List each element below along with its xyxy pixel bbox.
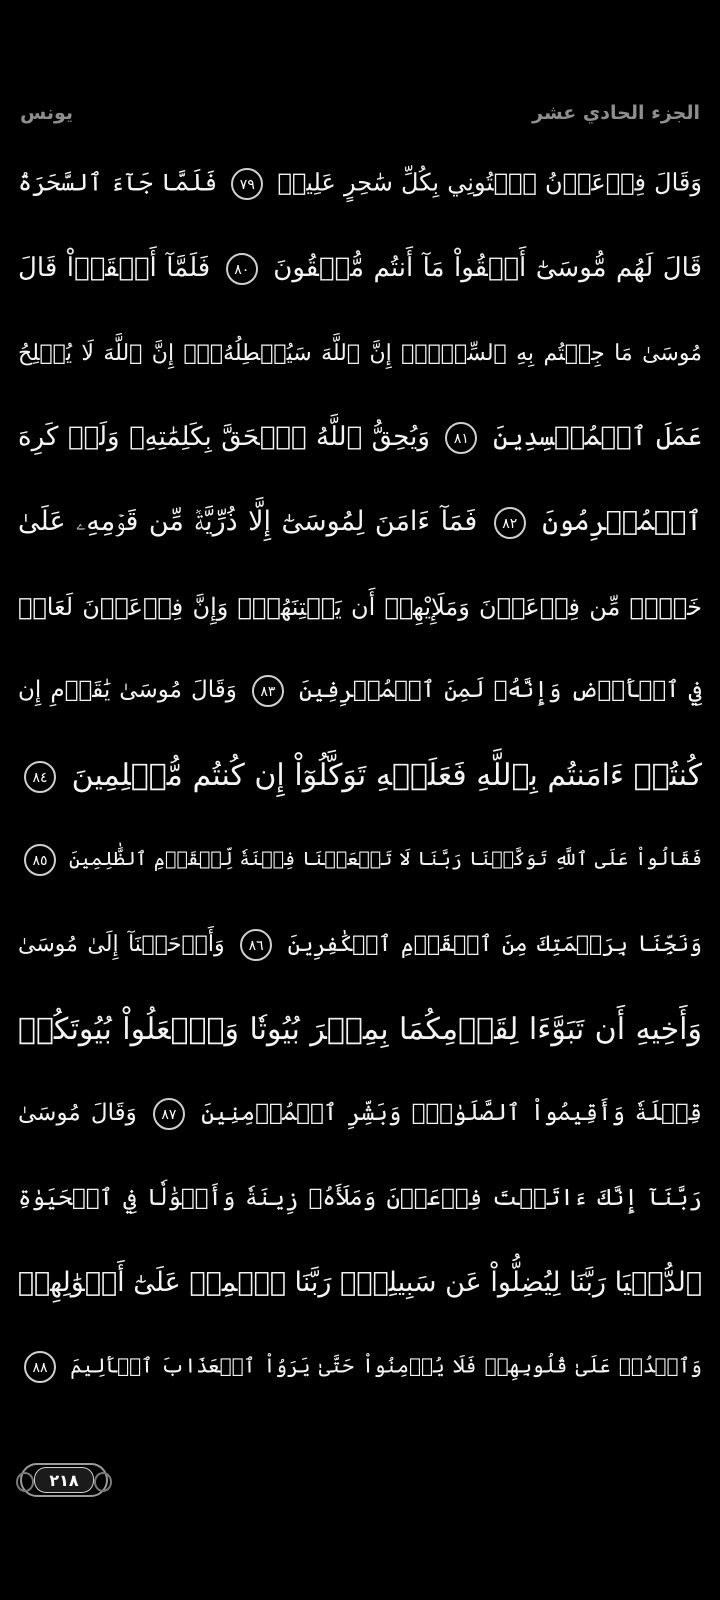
verse-segment: ٱلۡمُجۡرِمُونَ <box>542 506 702 537</box>
verse-segment: وَنَجِّنَا بِرَحۡمَتِكَ مِنَ ٱلۡقَوۡمِ ٱلۡكَٰفِرِينَ <box>287 931 702 957</box>
text-line <box>18 1156 702 1241</box>
text-line <box>18 987 702 1072</box>
verse-segment: فَمَآ ءَامَنَ لِمُوسَىٰٓ إِلَّا ذُرِّيَّةٞ مِّن قَوۡمِهِۦ عَلَىٰ <box>18 506 478 537</box>
text-line <box>18 903 702 988</box>
ayah-number-marker: ٧٩ <box>231 168 263 200</box>
verse-segment: وَأَخِيهِ أَن تَبَوَّءَا لِقَوۡمِكُمَا بِمِصۡرَ بُيُوتٗا وَٱجۡعَلُواْ بُيُوتَكُمۡ <box>18 1011 702 1047</box>
verse-segment: كُنتُمۡ ءَامَنتُم بِٱللَّهِ فَعَلَيۡهِ تَوَكَّلُوٓاْ إِن كُنتُم مُّسۡلِمِينَ <box>71 758 702 794</box>
verse-segment: فَقَالُواْ عَلَى ٱللَّهِ تَوَكَّلۡنَا رَبَّنَا لَا تَجۡعَلۡنَا فِتۡنَةٗ لِّلۡقَوۡمِ ٱلظَّٰلِمِينَ <box>69 848 702 871</box>
verse-segment: قِبۡلَةٗ وَأَقِيمُواْ ٱلصَّلَوٰةَۗ وَبَشِّرِ ٱلۡمُؤۡمِنِينَ <box>201 1099 702 1126</box>
ayah-number-marker: ٨١ <box>445 422 477 454</box>
page-number-ornament <box>20 1463 108 1497</box>
page-header <box>20 96 700 130</box>
verse-text <box>18 341 702 366</box>
verse-text <box>18 1351 702 1383</box>
verse-text <box>18 844 702 876</box>
text-line <box>18 480 702 565</box>
verse-text <box>18 593 702 621</box>
ayah-number-marker: ٨٨ <box>24 1351 56 1383</box>
ayah-number-marker: ٨٢ <box>494 507 526 539</box>
verse-segment: عَمَلَ ٱلۡمُفۡسِدِينَ <box>492 421 702 452</box>
verse-segment: وَيُحِقُّ ٱللَّهُ ٱلۡحَقَّ بِكَلِمَٰتِهِۦ وَلَوۡ كَرِهَ <box>18 421 430 452</box>
verse-text <box>18 1012 702 1047</box>
verse-segment: خَوۡفٖ مِّن فِرۡعَوۡنَ وَمَلَإِيْهِمۡ أَن يَفۡتِنَهُمۡۚ وَإِنَّ فِرۡعَوۡنَ لَعَالٖ <box>18 592 702 621</box>
ayah-number-marker: ٨٠ <box>226 253 258 285</box>
verse-segment: وَقَالَ مُوسَىٰ <box>18 1099 137 1126</box>
text-line <box>18 1072 702 1157</box>
text-line <box>18 734 702 819</box>
surah-name: يونس <box>20 102 74 124</box>
text-line <box>18 227 702 312</box>
verse-segment: وَقَالَ فِرۡعَوۡنُ ٱئۡتُونِي بِكُلِّ سَٰحِرٍ عَلِيمٖ <box>277 168 702 197</box>
text-line <box>18 311 702 396</box>
text-line <box>18 649 702 734</box>
verse-text <box>18 758 702 793</box>
verse-text <box>18 168 702 200</box>
verse-segment: قَالَ لَهُم مُّوسَىٰٓ أَلۡقُواْ مَآ أَنتُم مُّلۡقُونَ <box>273 252 702 283</box>
quran-text <box>18 142 702 1410</box>
ayah-number-marker: ٨٦ <box>240 929 272 961</box>
verse-segment: وَٱشۡدُدۡ عَلَىٰ قُلُوبِهِمۡ فَلَا يُؤۡمِنُواْ حَتَّىٰ يَرَوُاْ ٱلۡعَذَابَ ٱلۡأَلِيمَ <box>70 1353 702 1378</box>
text-line <box>18 565 702 650</box>
text-line <box>18 1325 702 1410</box>
verse-segment: فَلَمَّآ أَلۡقَوۡاْ قَالَ <box>18 252 211 283</box>
verse-segment: ٱلدُّنۡيَا رَبَّنَا لِيُضِلُّواْ عَن سَبِيلِكَۖ رَبَّنَا ٱطۡمِسۡ عَلَىٰٓ أَمۡوَٰلِهِمۡ <box>18 1267 702 1299</box>
page-number: ٢١٨ <box>34 1467 94 1493</box>
verse-text <box>18 253 702 285</box>
verse-text <box>18 422 702 454</box>
text-line <box>18 142 702 227</box>
text-line <box>18 396 702 481</box>
verse-segment: رَبَّنَآ إِنَّكَ ءَاتَيۡتَ فِرۡعَوۡنَ وَمَلَأَهُۥ زِينَةٗ وَأَمۡوَٰلٗا فِي ٱلۡحَيَوٰةِ <box>18 1185 702 1212</box>
verse-segment: وَقَالَ مُوسَىٰ يَٰقَوۡمِ إِن <box>18 677 237 704</box>
verse-text <box>18 1185 702 1211</box>
text-line <box>18 818 702 903</box>
verse-segment: فِي ٱلۡأَرۡضِ وَإِنَّهُۥ لَمِنَ ٱلۡمُسۡرِفِينَ <box>298 677 702 704</box>
text-line <box>18 1241 702 1326</box>
verse-segment: وَأَوۡحَيۡنَآ إِلَىٰ مُوسَىٰ <box>18 931 225 957</box>
verse-segment: مُوسَىٰ مَا جِئۡتُم بِهِ ٱلسِّحۡرُۖ إِنَّ ٱللَّهَ سَيُبۡطِلُهُۥٓۖ إِنَّ ٱللَّهَ لَا يُصۡلِحُ <box>18 340 702 366</box>
verse-text <box>18 675 702 707</box>
verse-segment: فَلَمَّا جَآءَ ٱلسَّحَرَةُ <box>18 168 218 197</box>
ayah-number-marker: ٨٣ <box>252 675 284 707</box>
ayah-number-marker: ٨٥ <box>24 844 56 876</box>
verse-text <box>18 929 702 961</box>
ayah-number-marker: ٨٤ <box>24 761 56 793</box>
juz-name: الجزء الحادي عشر <box>532 102 700 124</box>
verse-text <box>18 1267 702 1298</box>
verse-text <box>18 506 702 539</box>
verse-text <box>18 1098 702 1130</box>
ayah-number-marker: ٨٧ <box>153 1098 185 1130</box>
